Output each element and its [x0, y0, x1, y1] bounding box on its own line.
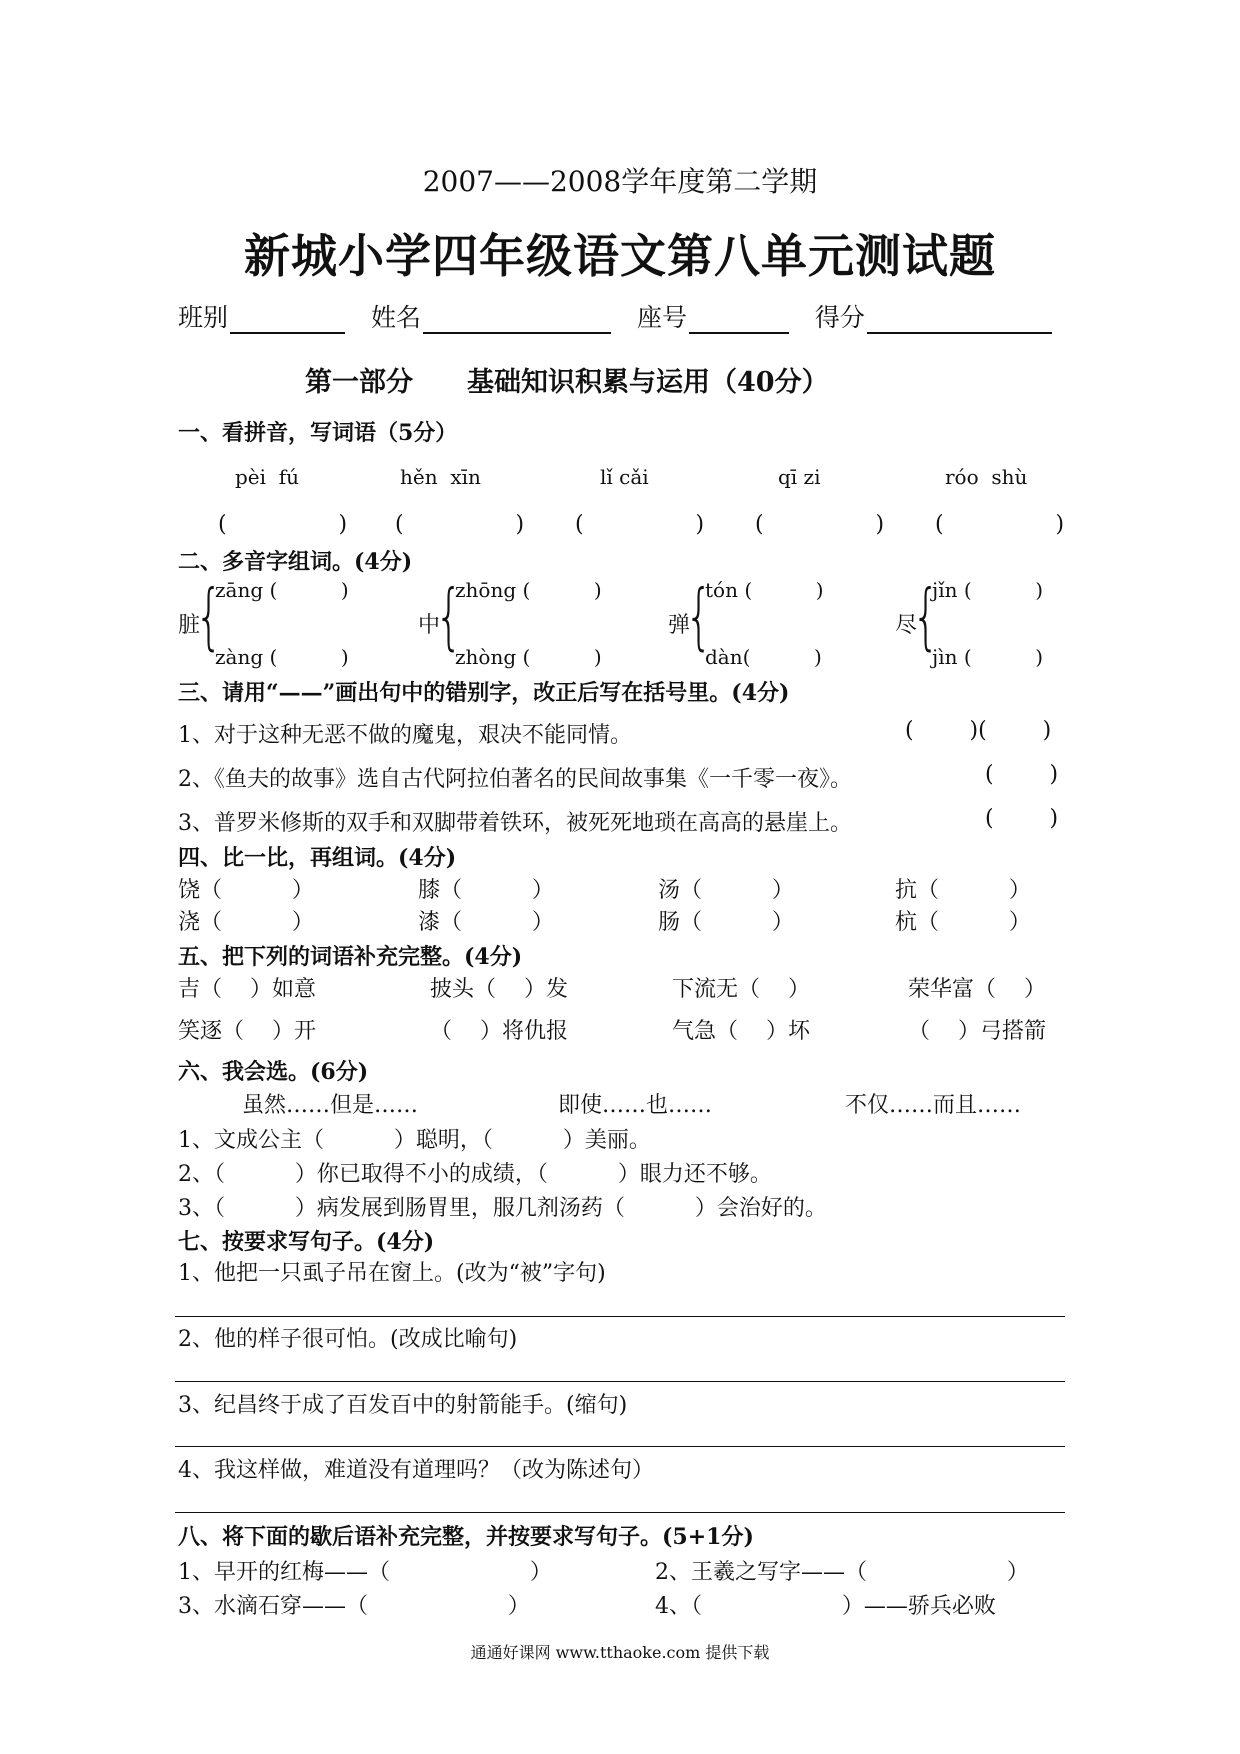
q8-item-4[interactable]: 4、（ ）——骄兵必败 — [655, 1594, 996, 1619]
q2-char-1: 脏 — [178, 613, 201, 638]
q7-item-3: 3、纪昌终于成了百发百中的射箭能手。(缩句) — [178, 1393, 628, 1418]
q5-r2-2[interactable]: （ ）将仇报 — [430, 1019, 568, 1044]
q8-item-1[interactable]: 1、早开的红梅——（ ） — [178, 1560, 552, 1585]
q3-item-3: 3、普罗米修斯的双手和双脚带着铁环，被死死地琐在高高的悬崖上。 — [178, 811, 852, 836]
q4-r2-4[interactable]: 杭（ ） — [895, 910, 1031, 935]
q5-r1-1[interactable]: 吉（ ）如意 — [178, 977, 316, 1002]
class-field[interactable] — [230, 306, 345, 334]
q2-bottom-1[interactable]: zàng ( ) — [215, 645, 349, 669]
footer-credit: 通通好课网 www.tthaoke.com 提供下载 — [470, 1643, 770, 1662]
q1-blank-3[interactable]: ( ) — [575, 512, 705, 537]
q5-r2-4[interactable]: （ ）弓搭箭 — [908, 1019, 1046, 1044]
q1-pinyin-5: róo shù — [945, 465, 1028, 489]
q5-r1-3[interactable]: 下流无（ ） — [672, 977, 810, 1002]
q7-answer-line-3[interactable] — [175, 1446, 1065, 1447]
q1-blank-1[interactable]: ( ) — [218, 512, 348, 537]
seat-field[interactable] — [689, 306, 789, 334]
q3-item-2: 2、《鱼夫的故事》选自古代阿拉伯著名的民间故事集《一千零一夜》。 — [178, 767, 852, 792]
class-label: 班别 — [178, 303, 229, 332]
part-one-title: 第一部分 基础知识积累与运用（40分） — [305, 367, 829, 398]
q6-heading: 六、我会选。(6分) — [178, 1059, 369, 1085]
q2-top-2[interactable]: zhōng ( ) — [455, 578, 602, 602]
q8-item-3[interactable]: 3、水滴石穿——（ ） — [178, 1594, 530, 1619]
q2-bottom-2[interactable]: zhòng ( ) — [455, 645, 602, 669]
q6-item-1[interactable]: 1、文成公主（ ）聪明，（ ）美丽。 — [178, 1128, 651, 1153]
q6-option-2: 即使……也…… — [558, 1093, 713, 1118]
q4-r2-2[interactable]: 漆（ ） — [418, 910, 554, 935]
q4-heading: 四、比一比，再组词。(4分) — [178, 845, 457, 871]
score-field[interactable] — [867, 306, 1052, 334]
seat-label: 座号 — [636, 303, 687, 332]
q4-r1-2[interactable]: 膝（ ） — [418, 878, 554, 903]
q2-top-3[interactable]: tón ( ) — [705, 578, 824, 602]
exam-title: 新城小学四年级语文第八单元测试题 — [244, 229, 996, 283]
q1-blank-5[interactable]: ( ) — [935, 512, 1065, 537]
q1-pinyin-4: qī zi — [778, 465, 821, 489]
q2-heading: 二、多音字组词。(4分) — [178, 549, 413, 575]
score-label: 得分 — [814, 303, 865, 332]
q3-answer-2[interactable]: ( ) — [985, 762, 1059, 787]
q1-blank-4[interactable]: ( ) — [755, 512, 885, 537]
q2-bottom-3[interactable]: dàn( ) — [705, 645, 822, 669]
brace-icon: { — [912, 574, 940, 658]
q7-answer-line-2[interactable] — [175, 1381, 1065, 1382]
q5-r1-2[interactable]: 披头（ ）发 — [430, 977, 568, 1002]
q3-answer-1[interactable]: ( )( ) — [905, 718, 1052, 743]
q2-char-4: 尽 — [895, 613, 918, 638]
q6-option-1: 虽然……但是…… — [242, 1093, 419, 1118]
q6-item-3[interactable]: 3、（ ）病发展到肠胃里，服几剂汤药（ ）会治好的。 — [178, 1196, 827, 1221]
brace-icon: { — [195, 574, 223, 658]
q7-item-2: 2、他的样子很可怕。(改成比喻句) — [178, 1327, 518, 1352]
q3-item-1: 1、对于这种无恶不做的魔鬼，艰决不能同情。 — [178, 723, 632, 748]
q1-heading: 一、看拼音，写词语（5分） — [178, 420, 458, 446]
brace-icon: { — [685, 574, 713, 658]
q7-heading: 七、按要求写句子。(4分) — [178, 1229, 435, 1255]
q6-item-2[interactable]: 2、（ ）你已取得不小的成绩，（ ）眼力还不够。 — [178, 1162, 772, 1187]
q1-pinyin-3: lǐ cǎi — [600, 465, 649, 489]
q8-heading: 八、将下面的歇后语补充完整，并按要求写句子。(5+1分) — [178, 1524, 754, 1550]
q2-char-3: 弹 — [668, 613, 691, 638]
q6-option-3: 不仅……而且…… — [845, 1093, 1022, 1118]
q2-bottom-4[interactable]: jìn ( ) — [932, 645, 1044, 669]
q2-top-4[interactable]: jǐn ( ) — [932, 578, 1044, 602]
q1-pinyin-1: pèi fú — [235, 465, 300, 489]
q5-r1-4[interactable]: 荣华富（ ） — [908, 977, 1046, 1002]
q4-r1-1[interactable]: 饶（ ） — [178, 878, 314, 903]
brace-icon: { — [435, 574, 463, 658]
exam-subtitle: 2007——2008学年度第二学期 — [422, 165, 818, 198]
q7-item-1: 1、他把一只虱子吊在窗上。(改为“被”字句) — [178, 1261, 606, 1286]
q8-item-2[interactable]: 2、王羲之写字——（ ） — [655, 1560, 1029, 1585]
q2-top-1[interactable]: zāng ( ) — [215, 578, 349, 602]
q1-pinyin-2: hěn xīn — [400, 465, 481, 489]
name-label: 姓名 — [370, 303, 421, 332]
q1-blank-2[interactable]: ( ) — [395, 512, 525, 537]
q3-answer-3[interactable]: ( ) — [985, 806, 1059, 831]
name-field[interactable] — [423, 306, 611, 334]
q4-r2-3[interactable]: 肠（ ） — [658, 910, 794, 935]
student-info-row — [178, 298, 1052, 334]
q5-r2-3[interactable]: 气急（ ）坏 — [672, 1019, 810, 1044]
q5-heading: 五、把下列的词语补充完整。(4分) — [178, 944, 523, 970]
q7-answer-line-1[interactable] — [175, 1316, 1065, 1317]
q4-r1-4[interactable]: 抗（ ） — [895, 878, 1031, 903]
q7-item-4: 4、我这样做，难道没有道理吗？（改为陈述句） — [178, 1458, 654, 1483]
q2-char-2: 中 — [418, 613, 441, 638]
q4-r1-3[interactable]: 汤（ ） — [658, 878, 794, 903]
q5-r2-1[interactable]: 笑逐（ ）开 — [178, 1019, 316, 1044]
q7-answer-line-4[interactable] — [175, 1512, 1065, 1513]
q4-r2-1[interactable]: 浇（ ） — [178, 910, 314, 935]
q3-heading: 三、请用“——”画出句中的错别字，改正后写在括号里。(4分) — [178, 680, 790, 706]
